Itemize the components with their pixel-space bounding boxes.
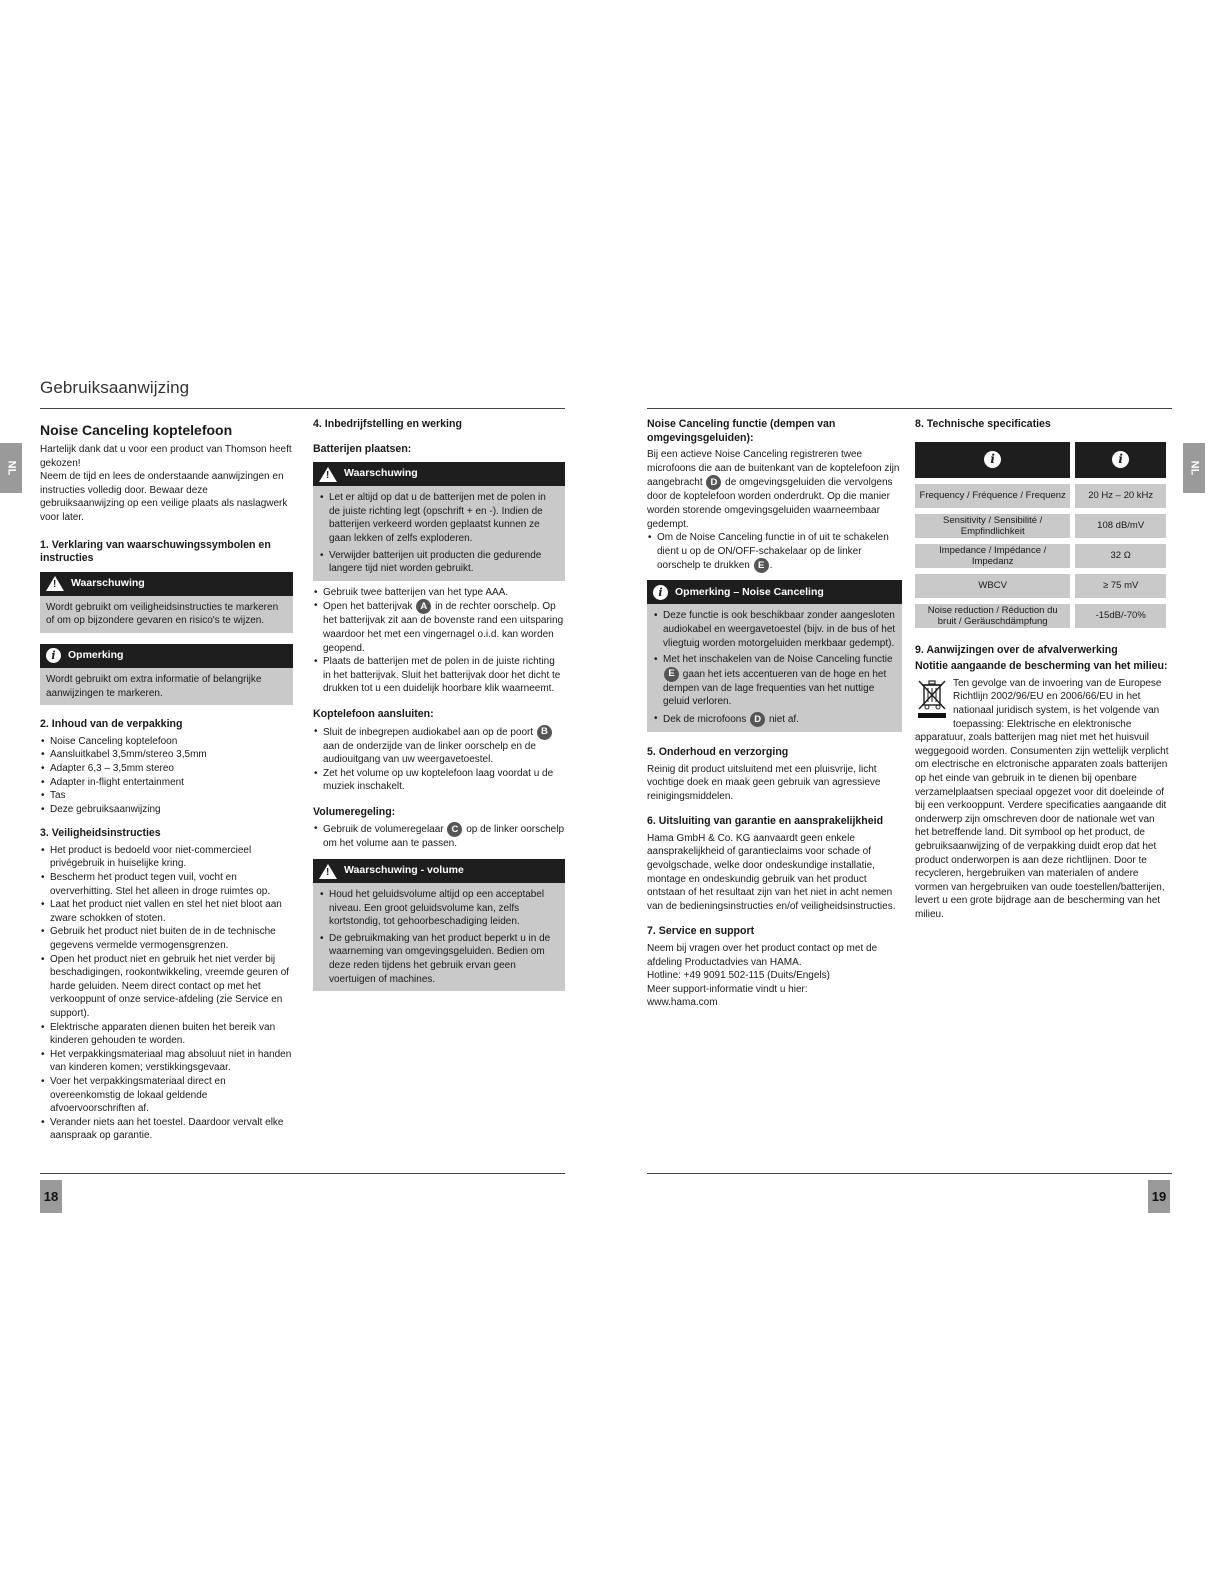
warning-label: Waarschuwing [344, 467, 418, 480]
column-2 [313, 418, 565, 991]
info-icon: i [984, 451, 1001, 468]
warning-box-header [40, 572, 293, 596]
spec-label: Impedance / Impédance / Impedanz [915, 544, 1070, 568]
table-row [915, 544, 1166, 568]
list-item: • Bescherm het product tegen vuil, vocht en oververhitting. Stel het alleen in droge ruimtes op. [40, 871, 293, 898]
noise-canceling-text [647, 448, 902, 531]
spec-value: ≥ 75 mV [1075, 574, 1166, 598]
warning-triangle-icon [319, 864, 337, 879]
noise-canceling-list [647, 531, 902, 573]
spec-table-header [915, 442, 1166, 478]
paragraph-text: Bij een actieve Noise Canceling registreren twee microfoons die aan de buitenkant van de koptelefoon zijn aangebracht [647, 449, 900, 489]
page-number-left: 18 [40, 1180, 62, 1213]
spec-label: WBCV [915, 574, 1070, 598]
battery-warning-body [313, 486, 565, 581]
connect-list [313, 725, 565, 794]
callout-e-badge: E [664, 667, 679, 682]
list-item: • Open het product niet en gebruik het niet verder bij beschadigingen, rookontwikkeling, vreemde geuren of harde geluiden. Neem direct contact op met het verkooppunt of onze service-afdeling (zie Service en support). [40, 953, 293, 1021]
section-5-heading: 5. Onderhoud en verzorging [647, 745, 789, 758]
list-item [313, 725, 565, 767]
spec-label: Frequency / Fréquence / Frequenz [915, 484, 1070, 508]
spec-label: Noise reduction / Réduction du bruit / Geräuschdämpfung [915, 604, 1070, 628]
list-item: • Deze functie is ook beschikbaar zonder aangesloten audiokabel en weergavetoestel (bijv. in de bus of het vliegtuig worden motorgeluiden merkbaar gedempt). [653, 609, 896, 650]
language-tab-label: NL [1187, 460, 1200, 476]
table-row [915, 604, 1166, 628]
callout-b-badge: B [537, 725, 552, 740]
service-text: Neem bij vragen over het product contact op met de afdeling Productadvies van HAMA. [647, 943, 878, 968]
battery-steps-list [313, 586, 565, 696]
list-item: • Let er altijd op dat u de batterijen met de polen in de juiste richting legt (opschrift + en -). Indien de batterijen verkeerd worden geplaatst kunnen ze gaan lekken of zelfs exploderen. [319, 491, 559, 545]
table-row [915, 574, 1166, 598]
top-rule-left [40, 408, 565, 409]
spec-label: Sensitivity / Sensibilité / Empfindlichkeit [915, 514, 1070, 538]
volume-warning-header [313, 859, 565, 883]
list-item: • Deze gebruiksaanwijzing [40, 803, 293, 817]
weee-bin-svg [915, 677, 949, 719]
info-icon: i [46, 648, 61, 663]
column-3 [647, 418, 902, 1010]
spec-table [910, 436, 1171, 634]
list-item: • Het verpakkingsmateriaal mag absoluut niet in handen van kinderen komen; verstikkingsgevaar. [40, 1048, 293, 1075]
list-item-text: Om de Noise Canceling functie in of uit te schakelen dient u op de ON/OFF-schakelaar op de linker oorschelp te drukken [657, 532, 889, 572]
connect-heading: Koptelefoon aansluiten: [313, 707, 434, 720]
environment-subheading: Notitie aangaande de bescherming van het milieu: [915, 660, 1168, 673]
volume-warning-body [313, 883, 565, 991]
page-header-title: Gebruiksaanwijzing [40, 378, 190, 397]
list-item: • Verander niets aan het toestel. Daardoor vervalt elke aanspraak op garantie. [40, 1116, 293, 1143]
warning-label: Waarschuwing [71, 576, 145, 589]
info-icon: i [653, 585, 668, 600]
paragraph-text: de omgevingsgeluiden die vervolgens door de koptelefoon worden onderdrukt. Op die manier worden storende omgevingsgeluiden waarneembaar gedempt. [647, 477, 893, 530]
noise-canceling-heading: Noise Canceling functie (dempen van omgevingsgeluiden): [647, 418, 836, 444]
section-7-heading: 7. Service en support [647, 925, 755, 938]
spec-value: 108 dB/mV [1075, 514, 1166, 538]
note-text: Wordt gebruikt om extra informatie of belangrijke aanwijzingen te markeren. [46, 673, 262, 699]
list-item-text: in de rechter oorschelp. Op het batterijvak zit aan de bovenste rand een uitsparing waardoor het met een vingernagel o.i.d. kan worden geopend. [323, 601, 564, 654]
note-label: Opmerking – Noise Canceling [675, 585, 824, 598]
warning-label: Waarschuwing - volume [344, 864, 464, 877]
list-item-text: aan de onderzijde van de linker oorschelp en de audiouitgang van uw weergavetoestel. [323, 740, 536, 766]
package-contents-list [40, 735, 293, 817]
list-item: • Gebruik twee batterijen van het type AAA. [313, 586, 565, 600]
service-hotline: Hotline: +49 9091 502-115 (Duits/Engels) [647, 970, 830, 982]
list-item [313, 599, 565, 655]
list-item-text: op de linker oorschelp om het volume aan te passen. [323, 824, 565, 850]
battery-warning-header [313, 462, 565, 486]
callout-e-badge: E [754, 558, 769, 573]
list-item-text: Sluit de inbegrepen audiokabel aan op de poort [323, 726, 534, 738]
environment-text: Ten gevolge van de invoering van de Europese Richtlijn 2002/96/EU en 2006/66/EU in het nationaal juridisch system, is het volgende van toepassing: Elektrische en elektronische apparatuur, zoals batterijen mag niet met het huisvuil weggegooid worden. Consumenten zijn wettelijk verplicht om electrische en elctronische apparaten zoals batterijen op het einde van gebruik in te dienen bij openbare verzamelplaatsen speciaal opgezet voor dit doeleinde of bij een verkooppunt. Verdere specificaties aangaande dit onderwerp zijn omschreven door de nationale wet van het betreffende land. Dit symbool op het product, de gebruiksaanwijzing of de verpakking duidt erop dat het product onderworpen is aan deze richtlijnen. Door te recycleren, hergebruiken van materialen of andere vormen van hergebruiken van oude toestellen/batterijen, levert u een grote bijdrage aan de bescherming van het milieu. [915, 677, 1169, 920]
table-row [915, 484, 1166, 508]
list-item-text: Met het inschakelen van de Noise Canceling functie [663, 654, 893, 666]
list-item [653, 653, 896, 709]
list-item: • Noise Canceling koptelefoon [40, 735, 293, 749]
list-item-text: . [769, 560, 773, 572]
list-item-text: niet af. [768, 714, 799, 726]
intro-thanks: Hartelijk dank dat u voor een product van Thomson heeft gekozen! [40, 444, 292, 469]
section-1-heading: 1. Verklaring van waarschuwingssymbolen en instructies [40, 538, 271, 565]
list-item: • De gebruikmaking van het product beperkt u in de waarneming van omgevingsgeluiden. Bedien om deze reden tijdens het gebruik ervan geen voertuigen of machines. [319, 932, 559, 986]
spec-value: -15dB/-70% [1075, 604, 1166, 628]
service-support-info: Meer support-informatie vindt u hier: [647, 983, 808, 995]
warning-triangle-icon [319, 467, 337, 482]
service-website-link[interactable]: www.hama.com [647, 997, 718, 1009]
note-box-header [40, 644, 293, 668]
list-item: • Adapter 6,3 – 3,5mm stereo [40, 762, 293, 776]
list-item [313, 822, 565, 851]
callout-d-badge: D [706, 475, 721, 490]
list-item-text: Gebruik de volumeregelaar [323, 824, 444, 836]
language-tab-label: NL [4, 460, 17, 476]
section-6-heading: 6. Uitsluiting van garantie en aansprakelijkheid [647, 815, 884, 828]
list-item: • Plaats de batterijen met de polen in de juiste richting in het batterijvak. Sluit het batterijvak door het dicht te drukken tot u een duidelijk hoorbare klik waarneemt. [313, 655, 565, 696]
spec-value: 20 Hz – 20 kHz [1075, 484, 1166, 508]
list-item: • Aansluitkabel 3,5mm/stereo 3,5mm [40, 748, 293, 762]
volume-list [313, 822, 565, 851]
nc-note-body [647, 604, 902, 732]
safety-list [40, 844, 293, 1143]
section-8-heading: 8. Technische specificaties [915, 418, 1051, 430]
list-item: • Het product is bedoeld voor niet-commercieel privégebruik in huiselijke kring. [40, 844, 293, 871]
maintenance-text: Reinig dit product uitsluitend met een pluisvrije, licht vochtige doek en maak geen gebruik van agressieve reinigingsmiddelen. [647, 763, 881, 802]
callout-a-badge: A [416, 599, 431, 614]
warning-box-body [40, 596, 293, 633]
spec-header-cell [1075, 442, 1166, 478]
spec-header-cell [915, 442, 1070, 478]
language-tab-right [1183, 443, 1205, 493]
list-item: • Houd het geluidsvolume altijd op een acceptabel niveau. Een groot geluidsvolume kan, zelfs kortstondig, tot gehoorbeschadiging leiden. [319, 888, 559, 929]
list-item: • Tas [40, 789, 293, 803]
warning-triangle-icon [46, 576, 64, 591]
list-item: • Elektrische apparaten dienen buiten het bereik van kinderen gehouden te worden. [40, 1021, 293, 1048]
volume-heading: Volumeregeling: [313, 805, 396, 818]
list-item-text: gaan het iets accentueren van de hoge en het dempen van de lage frequenties van het nuttige geluid verloren. [663, 668, 887, 708]
list-item: • Voer het verpakkingsmateriaal direct en overeenkomstig de lokaal geldende afvoervoorschriften af. [40, 1075, 293, 1116]
intro-instructions: Neem de tijd en lees de onderstaande aanwijzingen en instructies volledig door. Bewaar deze gebruiksaanwijzing op een veilige plaats als naslagwerk voor later. [40, 471, 288, 523]
list-item: • Verwijder batterijen uit producten die gedurende langere tijd niet worden gebruikt. [319, 549, 559, 576]
section-2-heading: 2. Inhoud van de verpakking [40, 718, 183, 731]
info-icon: i [1112, 451, 1129, 468]
callout-c-badge: C [447, 822, 462, 837]
top-rule-right [647, 408, 1172, 409]
warranty-text: Hama GmbH & Co. KG aanvaardt geen enkele aansprakelijkheid of garantieclaims voor schade of gevolgschade, welke door ondeskundige installatie, montage en ondeskundig gebruik van het product ontstaan of het resultaat zijn van het niet in acht nemen van de bedieningsinstructies en/of veiligheidsinstructies. [647, 832, 896, 912]
document-title: Noise Canceling koptelefoon [40, 422, 233, 438]
spec-value: 32 Ω [1075, 544, 1166, 568]
page-number-right: 19 [1148, 1180, 1170, 1213]
list-item [647, 531, 902, 573]
list-item: • Gebruik het product niet buiten de in de technische gegevens vermelde vermogensgrenzen. [40, 925, 293, 952]
language-tab-left [0, 443, 22, 493]
note-label: Opmerking [68, 649, 124, 662]
bottom-rule-left [40, 1173, 565, 1174]
list-item: • Laat het product niet vallen en stel het niet bloot aan zware schokken of stoten. [40, 898, 293, 925]
nc-note-header [647, 580, 902, 604]
warning-text: Wordt gebruikt om veiligheidsinstructies te markeren of om op bijzondere gevaren en risico's te wijzen. [46, 601, 279, 627]
callout-d-badge: D [750, 712, 765, 727]
list-item [653, 712, 896, 727]
note-box-body [40, 668, 293, 705]
list-item-text: Open het batterijvak [323, 601, 413, 613]
section-9-heading: 9. Aanwijzingen over de afvalverwerking [915, 643, 1118, 656]
table-row [915, 514, 1166, 538]
column-4 [915, 418, 1171, 921]
list-item: • Adapter in-flight entertainment [40, 776, 293, 790]
batteries-heading: Batterijen plaatsen: [313, 442, 412, 455]
column-1 [40, 422, 293, 1143]
list-item-text: Dek de microfoons [663, 714, 747, 726]
section-4-heading: 4. Inbedrijfstelling en werking [313, 418, 462, 430]
section-3-heading: 3. Veiligheidsinstructies [40, 827, 161, 840]
bottom-rule-right [647, 1173, 1172, 1174]
list-item: • Zet het volume op uw koptelefoon laag voordat u de muziek inschakelt. [313, 767, 565, 794]
weee-crossed-bin-icon [915, 677, 949, 719]
